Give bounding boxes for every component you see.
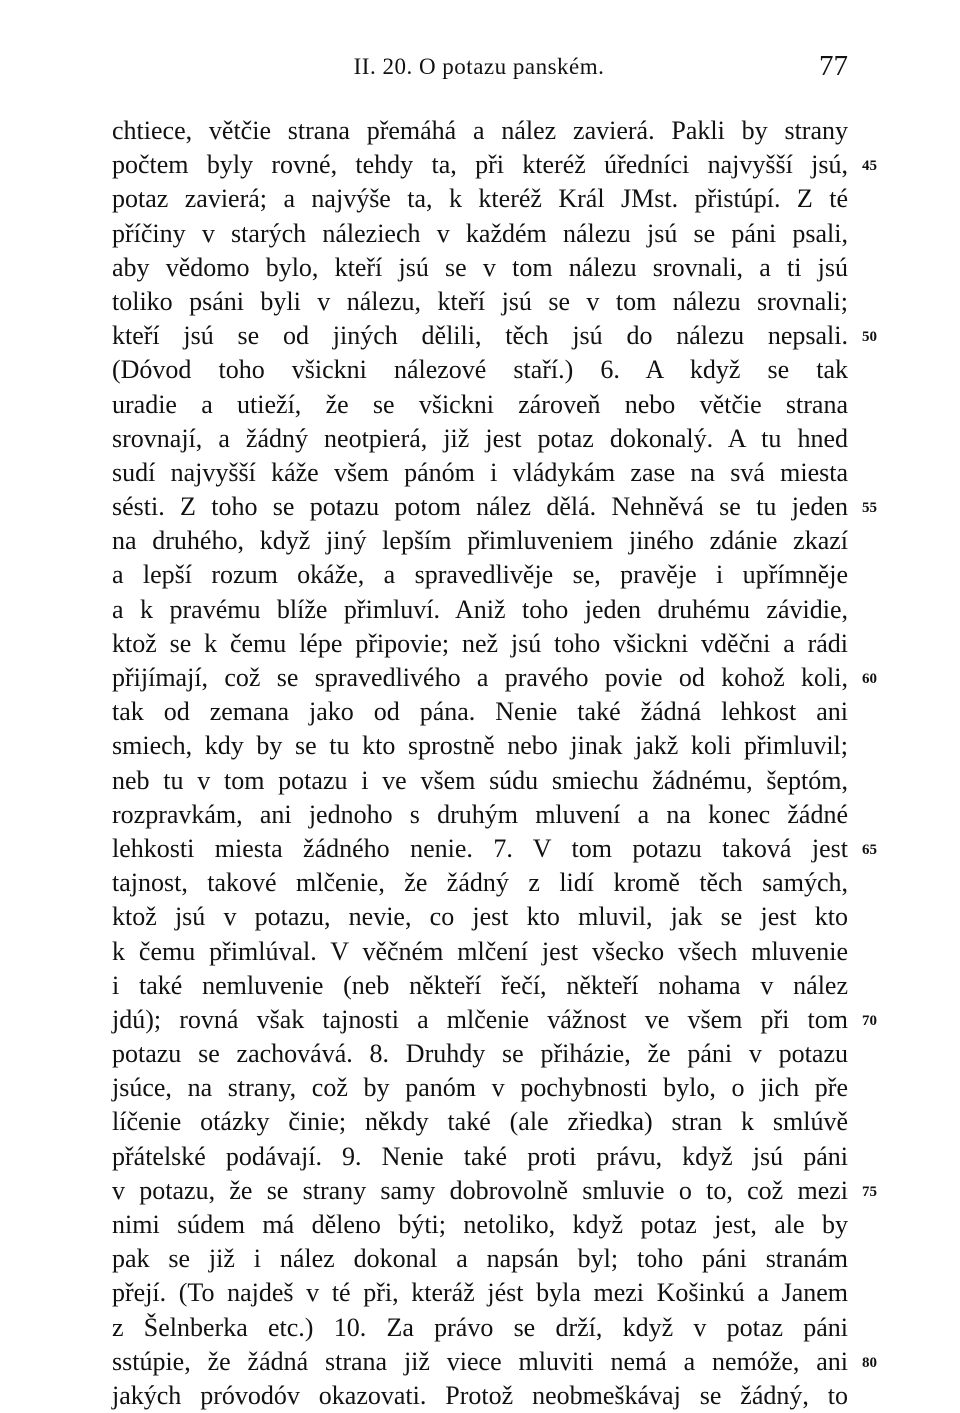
line-text: aby vědomo bylo, kteří jsú se v tom nálezu srovnali, a ti jsú — [112, 252, 848, 282]
text-line — [112, 593, 848, 627]
text-line — [112, 251, 848, 285]
line-text: a k pravému blíže přimluví. Aniž toho jeden druhému závidie, — [112, 594, 848, 624]
line-text: chtiece, větčie strana přemáhá a nález zavierá. Pakli by strany — [112, 116, 848, 145]
line-text: kteří jsú se od jiných dělili, těch jsú do nálezu nepsali. — [112, 321, 848, 351]
text-line — [112, 1276, 848, 1310]
text-line — [112, 217, 848, 251]
line-text: počtem byly rovné, tehdy ta, při kteréž úředníci najvyšší jsú, — [112, 150, 848, 180]
line-number: 45 — [862, 158, 877, 175]
line-text: rozpravkám, ani jednoho s druhým mluvení a na konec žádné — [112, 799, 848, 829]
line-number: 60 — [862, 671, 877, 687]
line-text: neb tu v tom potazu i ve všem súdu smiechu žádnému, šeptóm, — [112, 765, 848, 795]
text-line — [112, 114, 848, 148]
line-text: sstúpie, že žádná strana již viece mluviti nemá a nemóže, ani — [112, 1346, 848, 1376]
line-number: 70 — [862, 1012, 877, 1029]
text-line — [112, 1174, 877, 1208]
line-text: přátelské podávají. 9. Nenie také proti právu, když jsú páni — [112, 1141, 848, 1171]
line-number: 65 — [862, 841, 877, 858]
text-line — [112, 388, 848, 422]
running-head — [110, 50, 848, 90]
line-text: z Šelnberka etc.) 10. Za právo se drží, když v potaz páni — [112, 1312, 848, 1342]
text-line — [112, 285, 848, 319]
line-text: líčenie otázky činie; někdy také (ale zřiedka) stran k smlúvě — [112, 1107, 848, 1137]
text-line — [112, 1071, 848, 1105]
line-number: 80 — [862, 1354, 877, 1371]
line-text: přejí. (To najdeš v té při, kteráž jést byla mezi Košinkú a Janem — [112, 1278, 848, 1308]
line-text: sésti. Z toho se potazu potom nález dělá. Nehněvá se tu jeden — [112, 492, 848, 522]
line-number: 55 — [862, 500, 877, 517]
text-line — [112, 456, 848, 490]
line-text: sudí najvyšší káže všem pánóm i vládykám zase na svá miesta — [112, 457, 848, 487]
line-text: v potazu, že se strany samy dobrovolně smluvie o to, což mezi — [112, 1175, 848, 1205]
line-text: tak od zemana jako od pána. Nenie také žádná lehkost ani — [112, 697, 848, 727]
text-line — [112, 900, 848, 934]
text-line — [112, 524, 848, 558]
text-line — [112, 832, 877, 866]
line-text: toliko psáni byli v nálezu, kteří jsú se v tom nálezu srovnali; — [112, 286, 848, 316]
text-line — [112, 1037, 848, 1071]
line-text: přijímají, což se spravedlivého a pravého povie od kohož koli, — [112, 663, 848, 692]
line-text: uradie a utieží, že se všickni zároveň nebo větčie strana — [112, 389, 848, 419]
line-text: smiech, kdy by se tu kto sprostně nebo jinak jakž koli přimluvil; — [112, 731, 848, 761]
text-line — [112, 1208, 848, 1242]
line-text: příčiny v starých náleziech v každém nálezu jsú se páni psali, — [112, 218, 848, 248]
line-text: jakých próvodóv okazovati. Protož neobmeškávaj se žádný, to — [112, 1380, 848, 1410]
text-line — [112, 729, 848, 763]
text-line — [112, 764, 848, 798]
line-number: 50 — [862, 329, 877, 346]
text-line — [112, 627, 848, 661]
line-text: tajnost, takové mlčenie, že žádný z lidí kromě těch samých, — [112, 868, 848, 898]
line-text: i také nemluvenie (neb někteří řečí, někteří nohama v nález — [112, 970, 848, 1000]
text-line — [112, 319, 877, 353]
text-line — [112, 935, 848, 969]
text-line — [112, 1311, 848, 1345]
line-text: a lepší rozum okáže, a spravedlivěje se, pravěje i upřímněje — [112, 560, 848, 590]
text-line — [112, 969, 848, 1003]
line-text: potaz zavierá; a najvýše ta, k kteréž Král JMst. přistúpí. Z té — [112, 184, 848, 214]
body-text — [112, 114, 877, 1413]
text-line — [112, 1105, 848, 1139]
text-line — [112, 1345, 877, 1379]
text-line — [112, 1379, 848, 1413]
text-line — [112, 866, 848, 900]
line-text: k čemu přimlúval. V věčném mlčení jest všecko všech mluvenie — [112, 936, 848, 966]
text-line — [112, 558, 848, 592]
text-line — [112, 798, 848, 832]
line-text: lehkosti miesta žádného nenie. 7. V tom potazu taková jest — [112, 833, 848, 863]
text-line — [112, 353, 848, 387]
text-line — [112, 182, 848, 216]
running-title: II. 20. O potazu panském. — [353, 54, 605, 79]
line-text: jsúce, na strany, což by panóm v pochybnosti bylo, o jich pře — [112, 1073, 848, 1103]
line-text: na druhého, když jiný lepším přimluveniem jiného zdánie zkazí — [112, 526, 848, 556]
text-line — [112, 1242, 848, 1276]
line-number: 75 — [862, 1183, 877, 1200]
line-text: srovnají, a žádný neotpierá, již jest potaz dokonalý. A tu hned — [112, 423, 848, 453]
page-number: 77 — [819, 50, 848, 82]
text-line — [112, 1003, 877, 1037]
line-text: (Dóvod toho všickni nálezové staří.) 6. A když se tak — [112, 355, 848, 385]
line-text: potazu se zachovává. 8. Druhdy se přiházie, že páni v potazu — [112, 1039, 848, 1069]
text-line — [112, 1140, 848, 1174]
text-line — [112, 422, 848, 456]
text-line — [112, 148, 877, 182]
line-text: jdú); rovná však tajnosti a mlčenie vážnost ve všem při tom — [112, 1004, 848, 1034]
text-line — [112, 490, 877, 524]
line-text: pak se již i nález dokonal a napsán byl; toho páni stranám — [112, 1244, 848, 1274]
line-text: ktož se k čemu lépe připovie; než jsú toho všickni vděčni a rádi — [112, 628, 848, 658]
text-line — [112, 661, 877, 695]
text-line — [112, 695, 848, 729]
line-text: nimi súdem má děleno býti; netoliko, když potaz jest, ale by — [112, 1210, 848, 1239]
line-text: ktož jsú v potazu, nevie, co jest kto mluvil, jak se jest kto — [112, 902, 848, 932]
